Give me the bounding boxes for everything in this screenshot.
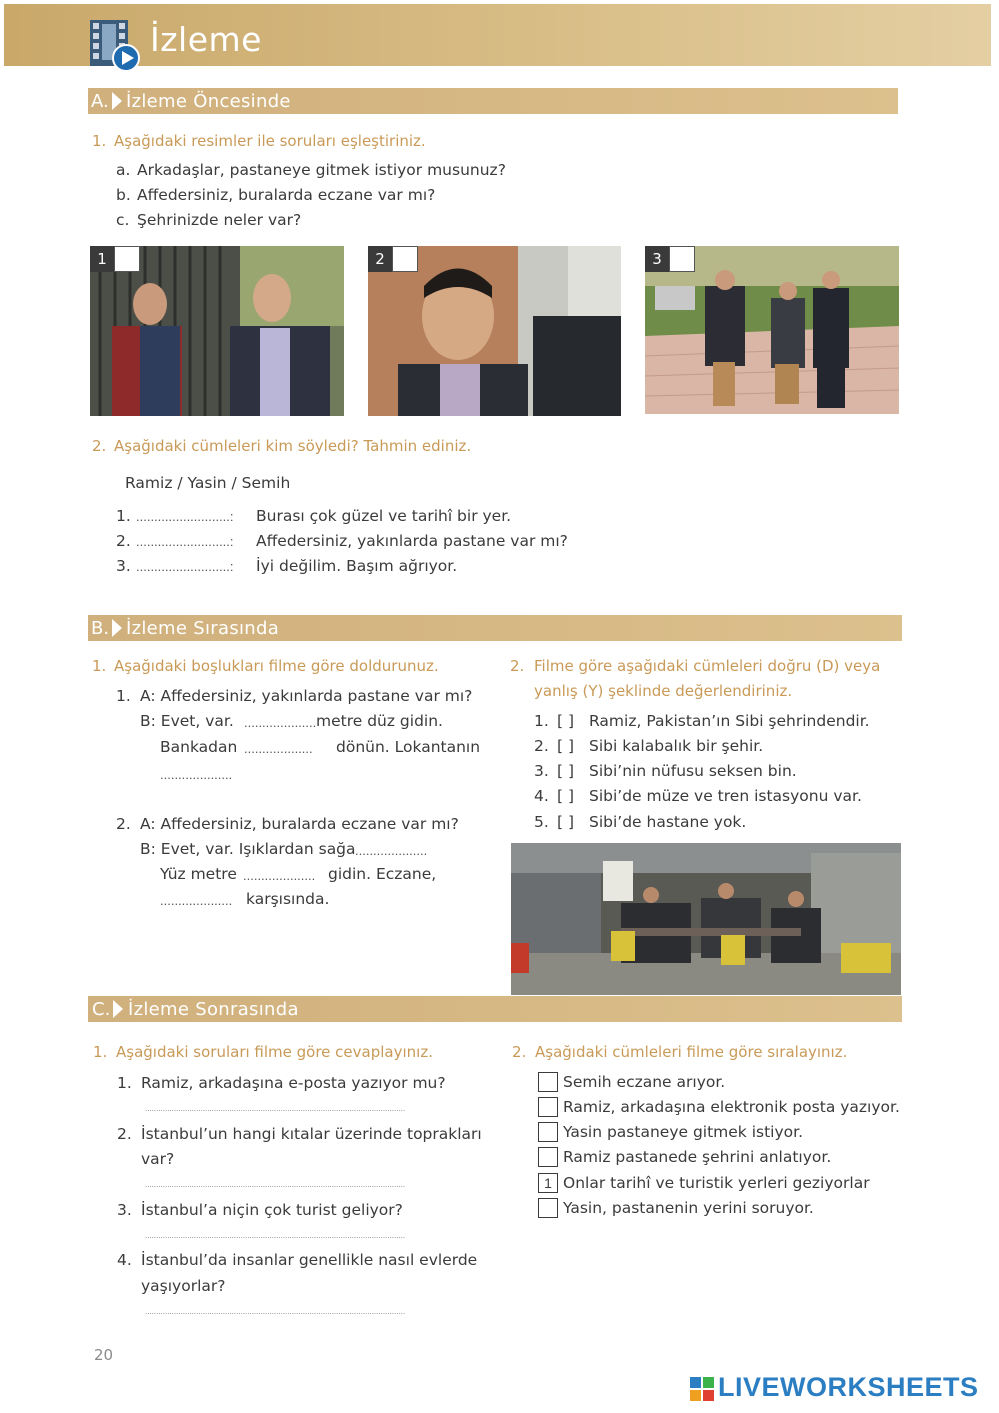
a-q2-item-number: 2. [116, 532, 131, 550]
c-q2-prompt: Aşağıdaki cümleleri filme göre sıralayınız. [535, 1043, 848, 1061]
b-q1-dialog-line: dönün. Lokantanın [336, 738, 481, 756]
c-q1-prompt: Aşağıdaki soruları filme göre cevaplayınız. [116, 1043, 433, 1061]
section-c-letter: C. [92, 999, 111, 1020]
page-title: İzleme [150, 20, 262, 59]
b-q1-dialog-line: karşısında. [246, 890, 330, 908]
answer-blank[interactable]: .................... [355, 843, 428, 858]
a-q1-item-letter: b. [116, 186, 131, 204]
b-q2-item-text: Sibi kalabalık bir şehir. [589, 737, 764, 755]
c-q1-item-text: yaşıyorlar? [141, 1277, 226, 1295]
liveworksheets-logo-text: LIVEWORKSHEETS [718, 1372, 979, 1402]
photo-number: 3 [645, 246, 669, 272]
c-q1-item-text: Ramiz, arkadaşına e-posta yazıyor mu? [141, 1074, 446, 1092]
b-q1-dialog-line: metre düz gidin. [316, 712, 443, 730]
photo-number: 1 [90, 246, 114, 272]
video-film-icon [88, 18, 144, 74]
true-false-bracket[interactable]: [ ] [557, 712, 575, 730]
order-box[interactable] [538, 1072, 558, 1092]
a-q2-names: Ramiz / Yasin / Semih [125, 474, 291, 492]
b-q2-prompt: Filme göre aşağıdaki cümleleri doğru (D) veya [534, 657, 881, 675]
answer-line[interactable]: ..................................................................................................................... [145, 1307, 406, 1316]
a-q1-item-letter: a. [116, 161, 131, 179]
a-q1-item-text: Şehrinizde neler var? [137, 211, 302, 229]
section-a-title: İzleme Öncesinde [126, 91, 291, 112]
page-number: 20 [94, 1346, 114, 1364]
order-box[interactable] [538, 1097, 558, 1117]
b-q1-dialog-line: Yüz metre [160, 865, 237, 883]
answer-line[interactable]: ..................................................................................................................... [145, 1180, 406, 1189]
order-box[interactable] [538, 1198, 558, 1218]
photo-1 [90, 246, 344, 416]
photo-answer-box[interactable] [114, 246, 140, 272]
c-q2-item-text: Yasin pastaneye gitmek istiyor. [563, 1123, 804, 1141]
photo-answer-box[interactable] [669, 246, 695, 272]
c-q1-number: 1. [93, 1043, 108, 1061]
photo-answer-box[interactable] [392, 246, 418, 272]
c-q1-item-number: 4. [117, 1251, 132, 1269]
section-c-arrow-icon [113, 1000, 123, 1018]
photo-number: 2 [368, 246, 392, 272]
answer-blank[interactable]: ................... [244, 741, 313, 756]
order-box[interactable] [538, 1122, 558, 1142]
c-q1-item-text: İstanbul’a niçin çok turist geliyor? [141, 1201, 403, 1219]
b-q2-number: 2. [510, 657, 525, 675]
c-q2-item-text: Ramiz pastanede şehrini anlatıyor. [563, 1148, 832, 1166]
order-box[interactable] [538, 1147, 558, 1167]
a-q1-item-text: Affedersiniz, buralarda eczane var mı? [137, 186, 436, 204]
a-q2-number: 2. [92, 437, 107, 455]
true-false-bracket[interactable]: [ ] [557, 737, 575, 755]
c-q2-item-text: Yasin, pastanenin yerini soruyor. [563, 1199, 814, 1217]
answer-blank[interactable]: ..........................: [136, 534, 234, 549]
true-false-bracket[interactable]: [ ] [557, 787, 575, 805]
c-q2-item-text: Ramiz, arkadaşına elektronik posta yazıyor. [563, 1098, 900, 1116]
b-q2-item-text: Ramiz, Pakistan’ın Sibi şehrindendir. [589, 712, 870, 730]
true-false-bracket[interactable]: [ ] [557, 813, 575, 831]
a-q2-item-number: 3. [116, 557, 131, 575]
c-q2-item-text: Onlar tarihî ve turistik yerleri geziyorlar [563, 1174, 870, 1192]
section-b-letter: B. [91, 618, 110, 639]
c-q1-item-text: İstanbul’un hangi kıtalar üzerinde toprakları [141, 1125, 482, 1143]
answer-blank[interactable]: .................... [160, 893, 233, 908]
b-q2-item-text: Sibi’nin nüfusu seksen bin. [589, 762, 797, 780]
b-q2-item-text: Sibi’de müze ve tren istasyonu var. [589, 787, 862, 805]
a-q1-item-text: Arkadaşlar, pastaneye gitmek istiyor musunuz? [137, 161, 506, 179]
b-q1-dialog-number: 2. [116, 815, 131, 833]
b-q1-dialog-number: 1. [116, 687, 131, 705]
order-box[interactable]: 1 [538, 1173, 558, 1193]
photo-2 [368, 246, 621, 416]
a-q1-item-letter: c. [116, 211, 130, 229]
section-a-letter: A. [91, 91, 109, 112]
a-q2-item-text: Burası çok güzel ve tarihî bir yer. [256, 507, 512, 525]
answer-blank[interactable]: ..........................: [136, 509, 234, 524]
c-q2-number: 2. [512, 1043, 527, 1061]
photo-3 [645, 246, 899, 414]
b-q1-dialog-line: B: Evet, var. [140, 712, 234, 730]
c-q1-item-number: 3. [117, 1201, 132, 1219]
section-b-title: İzleme Sırasında [126, 618, 280, 639]
c-q1-item-number: 2. [117, 1125, 132, 1143]
a-q1-prompt: Aşağıdaki resimler ile soruları eşleştiriniz. [114, 132, 426, 150]
b-q1-prompt: Aşağıdaki boşlukları filme göre doldurunuz. [114, 657, 439, 675]
a-q2-item-number: 1. [116, 507, 131, 525]
b-q2-item-number: 1. [534, 712, 549, 730]
c-q2-item-text: Semih eczane arıyor. [563, 1073, 726, 1091]
a-q2-item-text: İyi değilim. Başım ağrıyor. [256, 557, 458, 575]
c-q1-item-text: var? [141, 1150, 175, 1168]
answer-blank[interactable]: .................... [244, 715, 317, 730]
b-q2-item-number: 5. [534, 813, 549, 831]
b-q1-dialog-line: A: Affedersiniz, buralarda eczane var mı? [140, 815, 459, 833]
section-b-arrow-icon [112, 619, 122, 637]
c-q1-item-text: İstanbul’da insanlar genellikle nasıl evlerde [141, 1251, 478, 1269]
b-q2-prompt: yanlış (Y) şeklinde değerlendiriniz. [534, 682, 793, 700]
true-false-bracket[interactable]: [ ] [557, 762, 575, 780]
answer-blank[interactable]: .................... [243, 868, 316, 883]
a-q1-number: 1. [92, 132, 107, 150]
b-q1-dialog-line: Bankadan [160, 738, 238, 756]
b-q1-dialog-line: B: Evet, var. Işıklardan sağa [140, 840, 356, 858]
liveworksheets-logo-icon [690, 1377, 714, 1401]
answer-line[interactable]: ..................................................................................................................... [145, 1104, 406, 1113]
a-q2-item-text: Affedersiniz, yakınlarda pastane var mı? [256, 532, 568, 550]
c-q1-item-number: 1. [117, 1074, 132, 1092]
b-q2-item-number: 4. [534, 787, 549, 805]
b-q2-item-number: 2. [534, 737, 549, 755]
a-q2-prompt: Aşağıdaki cümleleri kim söyledi? Tahmin ediniz. [114, 437, 472, 455]
b-q1-dialog-line: A: Affedersiniz, yakınlarda pastane var mı? [140, 687, 473, 705]
section-c-title: İzleme Sonrasında [128, 999, 299, 1020]
b-q2-item-text: Sibi’de hastane yok. [589, 813, 747, 831]
b-q1-number: 1. [92, 657, 107, 675]
section-a-arrow-icon [112, 92, 122, 110]
b-q2-item-number: 3. [534, 762, 549, 780]
photo-cafe [511, 843, 901, 995]
answer-blank[interactable]: .................... [160, 767, 233, 782]
answer-line[interactable]: ..................................................................................................................... [145, 1231, 406, 1240]
answer-blank[interactable]: ..........................: [136, 559, 234, 574]
b-q1-dialog-line: gidin. Eczane, [328, 865, 437, 883]
